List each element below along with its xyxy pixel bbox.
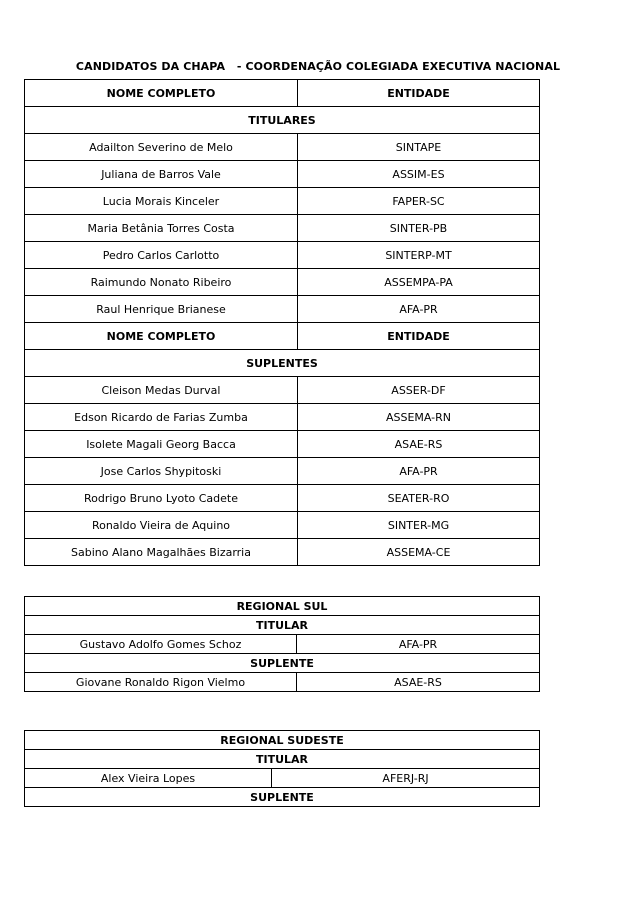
regional-title-row: [25, 597, 540, 616]
table-row: [25, 215, 540, 242]
member-entity: ASAE-RS: [298, 431, 540, 458]
member-name: Maria Betânia Torres Costa: [25, 215, 298, 242]
member-entity: SEATER-RO: [298, 485, 540, 512]
section-row-suplente: [25, 654, 540, 673]
regional-sul-table: [24, 596, 540, 692]
member-name: Raul Henrique Brianese: [25, 296, 298, 323]
member-entity: ASSEMA-CE: [298, 539, 540, 566]
section-label-suplentes: SUPLENTES: [25, 350, 540, 377]
member-name: Jose Carlos Shypitoski: [25, 458, 298, 485]
regional-title-row: [25, 731, 540, 750]
member-entity: FAPER-SC: [298, 188, 540, 215]
section-row-titulares: [25, 107, 540, 134]
regional-title: REGIONAL SUDESTE: [25, 731, 540, 750]
table-row: [25, 458, 540, 485]
member-entity: ASAE-RS: [297, 673, 540, 692]
member-name: Sabino Alano Magalhães Bizarria: [25, 539, 298, 566]
section-label-titular: TITULAR: [25, 750, 540, 769]
section-row-suplentes: [25, 350, 540, 377]
member-name: Gustavo Adolfo Gomes Schoz: [25, 635, 297, 654]
member-name: Rodrigo Bruno Lyoto Cadete: [25, 485, 298, 512]
table-row: [25, 296, 540, 323]
coordenacao-table: [24, 79, 540, 566]
table-row: [25, 134, 540, 161]
column-header-name: NOME COMPLETO: [25, 80, 298, 107]
member-entity: ASSIM-ES: [298, 161, 540, 188]
member-name: Raimundo Nonato Ribeiro: [25, 269, 298, 296]
table-row: [25, 485, 540, 512]
column-header-name: NOME COMPLETO: [25, 323, 298, 350]
member-name: Ronaldo Vieira de Aquino: [25, 512, 298, 539]
member-entity: SINTAPE: [298, 134, 540, 161]
member-name: Alex Vieira Lopes: [25, 769, 272, 788]
table-row: [25, 269, 540, 296]
table-row: [25, 512, 540, 539]
member-name: Giovane Ronaldo Rigon Vielmo: [25, 673, 297, 692]
member-entity: SINTER-MG: [298, 512, 540, 539]
member-entity: AFA-PR: [298, 296, 540, 323]
table-row: [25, 242, 540, 269]
table-row: [25, 539, 540, 566]
document-title: CANDIDATOS DA CHAPA - COORDENAÇÃO COLEGIADA EXECUTIVA NACIONAL: [75, 60, 561, 73]
table-row: [25, 431, 540, 458]
member-name: Lucia Morais Kinceler: [25, 188, 298, 215]
section-label-suplente: SUPLENTE: [25, 788, 540, 807]
table-row: [25, 635, 540, 654]
table-header-row: [25, 80, 540, 107]
member-name: Adailton Severino de Melo: [25, 134, 298, 161]
section-row-titular: [25, 616, 540, 635]
member-name: Cleison Medas Durval: [25, 377, 298, 404]
column-header-entity: ENTIDADE: [298, 80, 540, 107]
member-name: Pedro Carlos Carlotto: [25, 242, 298, 269]
table-header-row: [25, 323, 540, 350]
section-row-suplente: [25, 788, 540, 807]
member-entity: AFA-PR: [298, 458, 540, 485]
section-label-titular: TITULAR: [25, 616, 540, 635]
member-name: Juliana de Barros Vale: [25, 161, 298, 188]
table-row: [25, 161, 540, 188]
table-row: [25, 188, 540, 215]
column-header-entity: ENTIDADE: [298, 323, 540, 350]
member-entity: ASSER-DF: [298, 377, 540, 404]
regional-sudeste-table: [24, 730, 540, 807]
member-entity: SINTERP-MT: [298, 242, 540, 269]
member-name: Edson Ricardo de Farias Zumba: [25, 404, 298, 431]
member-entity: AFA-PR: [297, 635, 540, 654]
member-entity: AFERJ-RJ: [272, 769, 540, 788]
member-entity: ASSEMA-RN: [298, 404, 540, 431]
section-label-titulares: TITULARES: [25, 107, 540, 134]
member-entity: SINTER-PB: [298, 215, 540, 242]
table-row: [25, 769, 540, 788]
table-row: [25, 404, 540, 431]
regional-title: REGIONAL SUL: [25, 597, 540, 616]
section-label-suplente: SUPLENTE: [25, 654, 540, 673]
table-row: [25, 673, 540, 692]
table-row: [25, 377, 540, 404]
member-name: Isolete Magali Georg Bacca: [25, 431, 298, 458]
member-entity: ASSEMPA-PA: [298, 269, 540, 296]
section-row-titular: [25, 750, 540, 769]
